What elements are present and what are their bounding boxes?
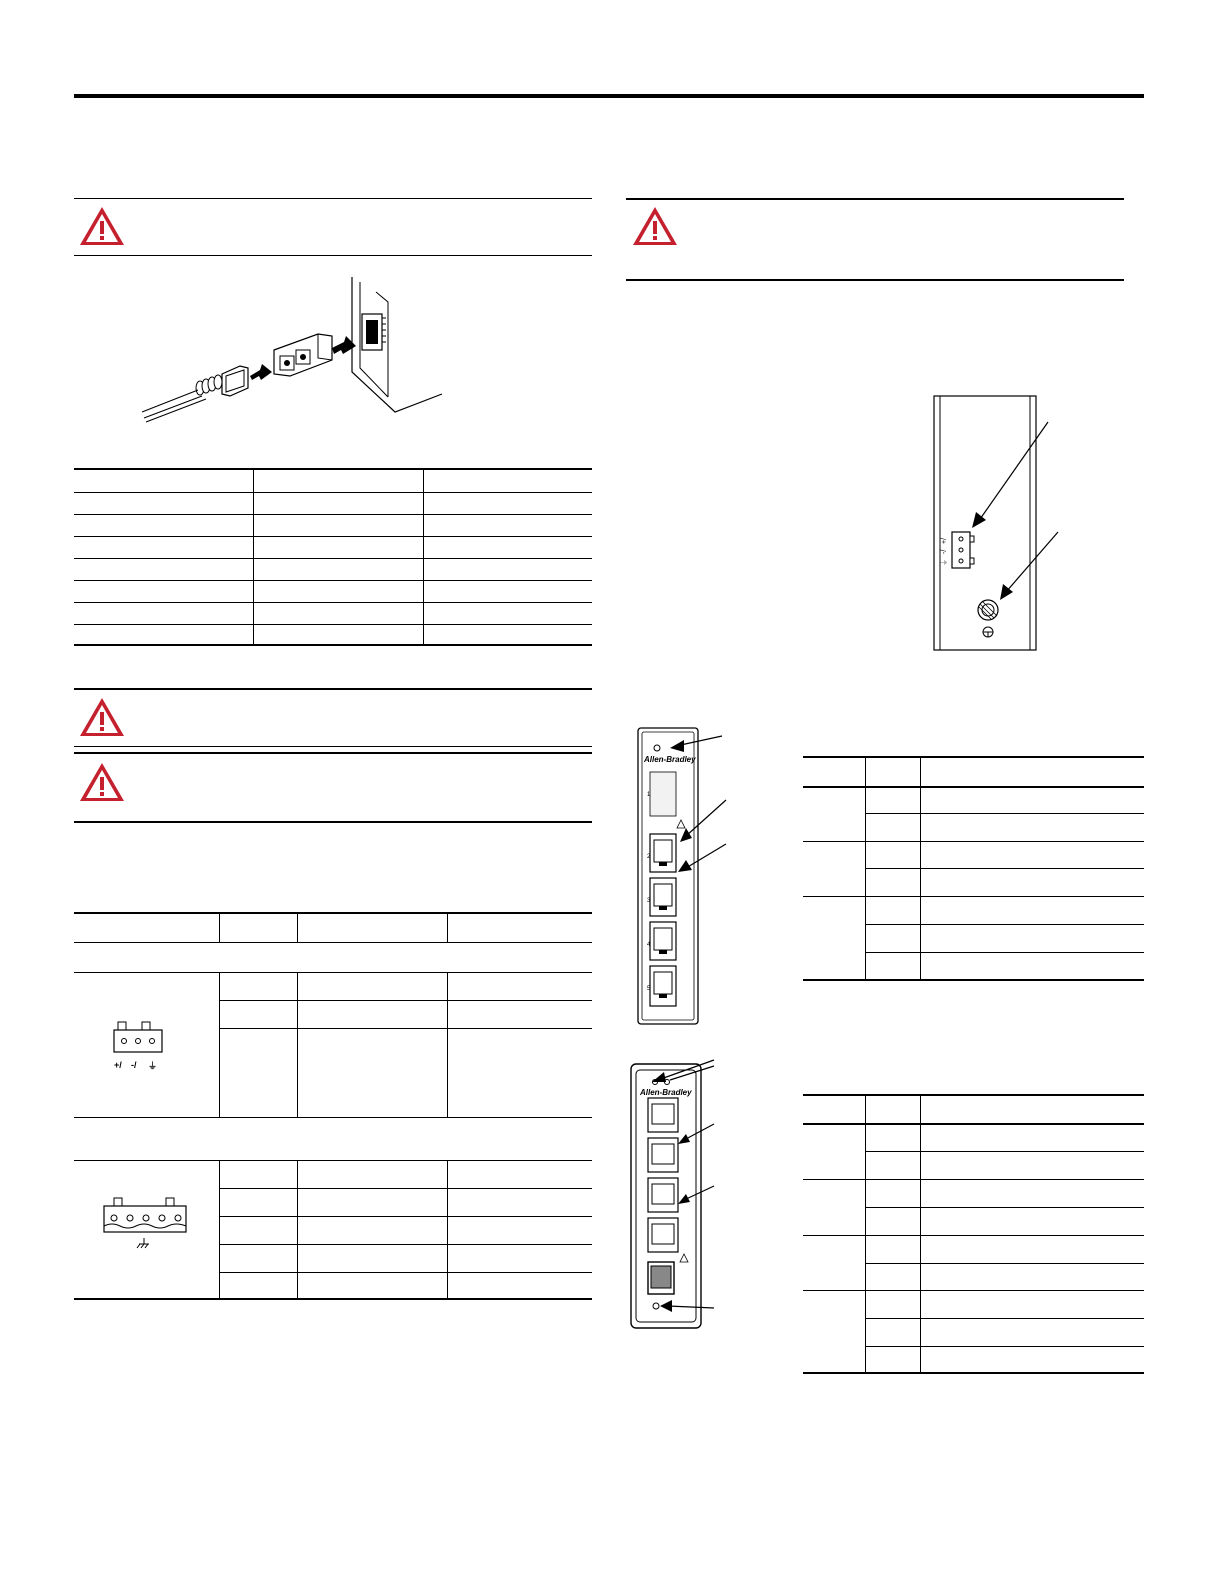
table-row-rule (74, 942, 592, 943)
port-number: 1 (647, 792, 651, 798)
warning-box-4-bottom-rule (626, 279, 1124, 281)
table-row-rule (74, 558, 592, 559)
table-row-rule (219, 1188, 592, 1189)
pin-label: +/ (941, 537, 948, 544)
table-row-rule (219, 1244, 592, 1245)
warning-box-3-bottom-rule (74, 821, 592, 823)
table-row-rule (74, 1160, 592, 1161)
table-row-rule (219, 1028, 592, 1029)
warning-triangle-icon (78, 696, 126, 738)
table-col-rule (447, 912, 448, 942)
warning-box-4-top-rule (626, 198, 1124, 200)
table-row-rule (803, 1290, 1144, 1291)
table-col-rule (920, 756, 921, 981)
table-led1-bottom-rule (803, 979, 1144, 981)
port-number: 5 (647, 986, 651, 992)
table-col-rule (920, 1094, 921, 1374)
table-row-rule (803, 1179, 1144, 1180)
pin-label: -/ (131, 1060, 137, 1070)
table-led2-top-rule (803, 1094, 1144, 1096)
pin-label: +/ (114, 1060, 122, 1070)
table-row-rule (803, 786, 1144, 788)
table-col-rule (219, 972, 220, 1117)
table-col-rule (297, 972, 298, 1117)
table-col-rule (447, 972, 448, 1117)
ethernet-port-icon (648, 1178, 678, 1212)
table-row-rule (74, 1117, 592, 1118)
table-row-rule (219, 1216, 592, 1217)
ethernet-port-icon (648, 1262, 674, 1294)
table-pinout-top-rule (74, 912, 592, 914)
table-row-rule (865, 1151, 1144, 1152)
table-row-rule (74, 624, 592, 625)
table-row-rule (865, 952, 1144, 953)
table-row-rule (219, 1000, 592, 1001)
table-row-rule (865, 868, 1144, 869)
table-led1-top-rule (803, 756, 1144, 758)
warning-box-1-top-rule (74, 198, 592, 199)
table-col-rule (253, 468, 254, 646)
ethernet-port-icon (648, 1098, 678, 1132)
table-row-rule (803, 896, 1144, 897)
table-row-rule (865, 924, 1144, 925)
pin-label: -/ (941, 549, 948, 554)
table-row-rule (74, 972, 592, 973)
warning-triangle-icon (631, 205, 679, 247)
table-row-rule (865, 1207, 1144, 1208)
table-pinout-bottom-rule (74, 1298, 592, 1300)
table-row-rule (803, 1235, 1144, 1236)
table-row-rule (74, 492, 592, 493)
table-row-rule (74, 536, 592, 537)
table-row-rule (74, 514, 592, 515)
table-col-rule (447, 1160, 448, 1299)
table-col-rule (865, 1094, 866, 1374)
ethernet-port-icon (648, 1218, 678, 1252)
table-col-rule (297, 1160, 298, 1299)
table-row-rule (865, 813, 1144, 814)
port-number: 2 (647, 854, 651, 860)
table-col-rule (219, 912, 220, 942)
warning-triangle-icon (78, 761, 126, 803)
table-row-rule (803, 841, 1144, 842)
table-row-rule (865, 1346, 1144, 1347)
ground-symbol-icon: ⏚ (941, 559, 948, 566)
ethernet-port-icon (650, 966, 676, 1006)
table-col-rule (297, 912, 298, 942)
table-row-rule (74, 602, 592, 603)
port-number: 3 (647, 898, 651, 904)
terminal-block-icon (100, 1196, 190, 1254)
page-top-rule (74, 94, 1144, 98)
fiber-connector-illustration (140, 272, 450, 424)
port-number: 4 (647, 942, 651, 948)
front-panel-4-port-illustration (628, 1058, 718, 1334)
ethernet-port-icon (650, 922, 676, 960)
table-fiber-bottom-rule (74, 644, 592, 646)
table-row-rule (74, 580, 592, 581)
warning-box-1-bottom-rule (74, 255, 592, 256)
ethernet-port-icon (648, 1138, 678, 1172)
ethernet-port-icon (650, 834, 676, 872)
table-fiber-top-rule (74, 468, 592, 470)
ethernet-port-icon (650, 878, 676, 916)
table-col-rule (865, 756, 866, 981)
brand-logo: Allen-Bradley (644, 755, 696, 764)
front-panel-5-port-illustration (630, 716, 750, 1028)
warning-box-3-top-rule (74, 752, 592, 754)
warning-box-2-bottom-rule (74, 746, 592, 747)
terminal-block-icon (110, 1018, 170, 1074)
table-row-rule (865, 1263, 1144, 1264)
brand-logo: Allen-Bradley (640, 1088, 692, 1097)
side-panel-illustration (930, 394, 1060, 654)
table-row-rule (803, 1123, 1144, 1125)
table-col-rule (219, 1160, 220, 1299)
table-led2-bottom-rule (803, 1372, 1144, 1374)
ground-symbol-icon: ⏚ (148, 1061, 158, 1071)
table-row-rule (219, 1272, 592, 1273)
warning-triangle-icon (78, 205, 126, 247)
warning-box-2-top-rule (74, 688, 592, 690)
table-row-rule (865, 1318, 1144, 1319)
table-col-rule (423, 468, 424, 646)
